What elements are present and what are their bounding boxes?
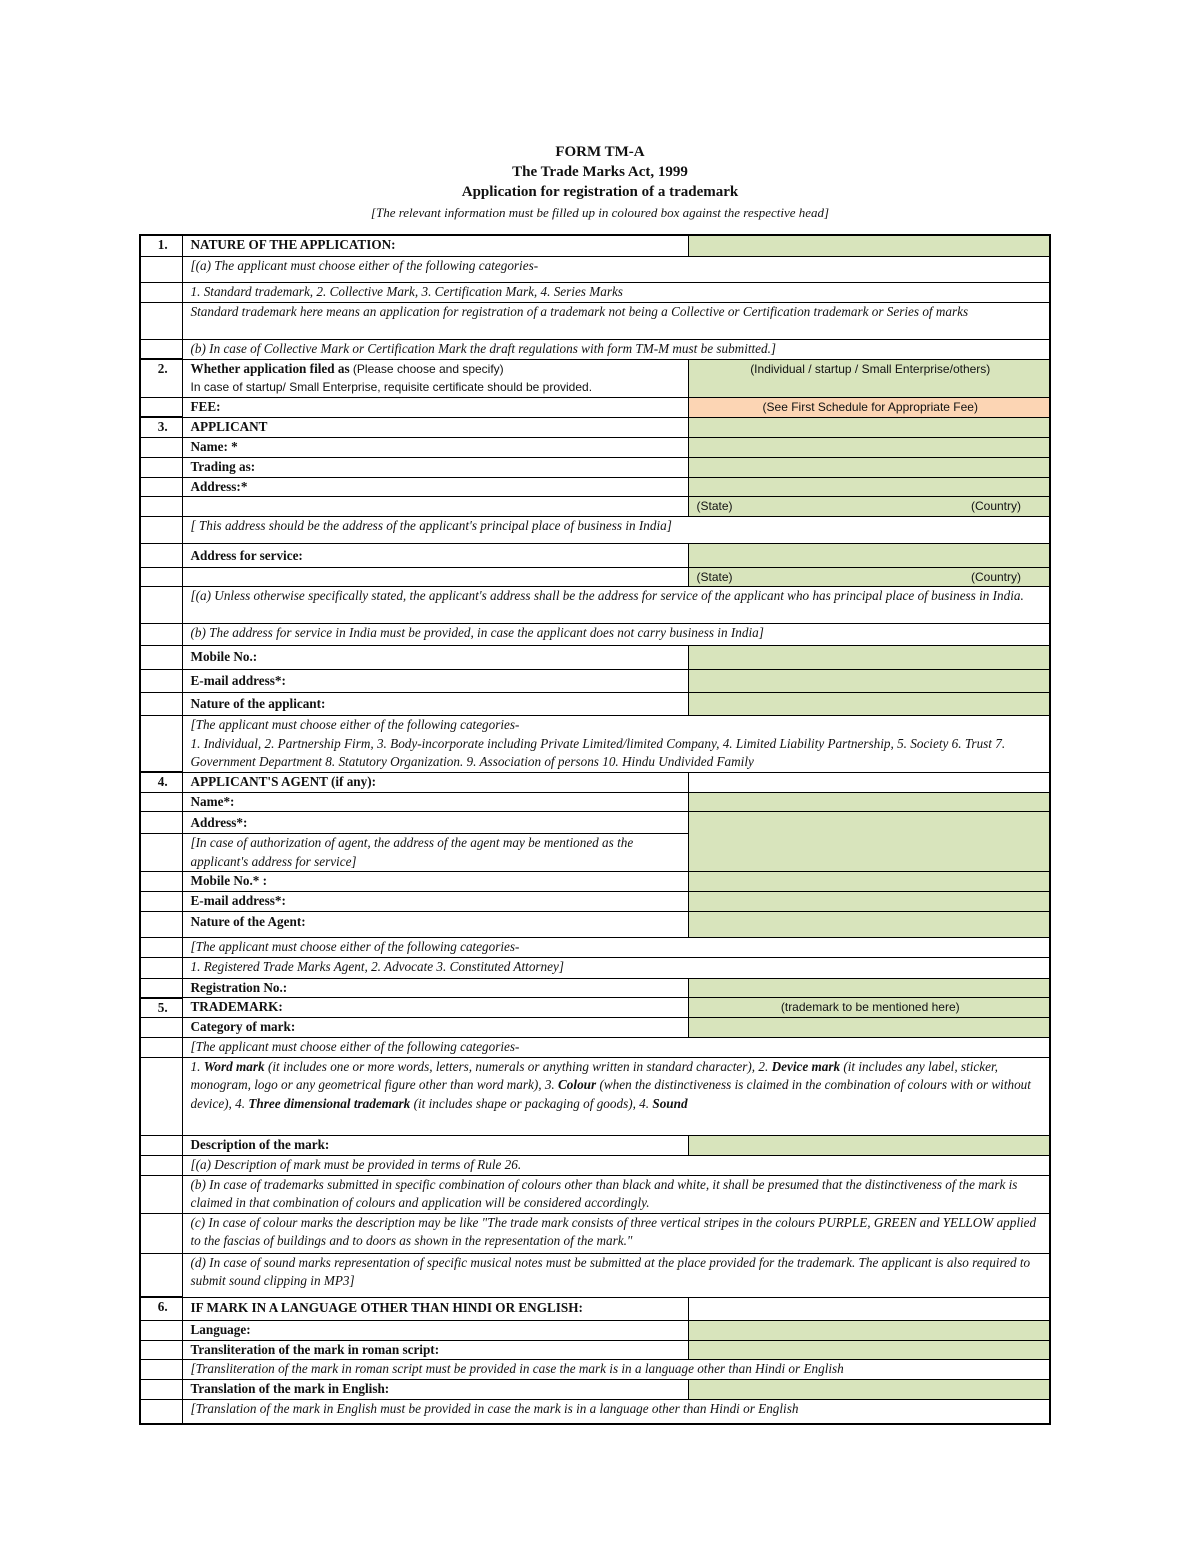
applicant-categories-list: 1. Individual, 2. Partnership Firm, 3. Body-incorporate including Private Limited/limited Company, 4. Limited Liability Partnership, 5. Society 6. Trust 7. Government Department 8. Statutory Organization. 9. Association of persons 10. Hindu Undivided Family (190, 735, 1006, 769)
application-filed-as-label (182, 359, 688, 397)
filed-as-text: Whether application filed as (190, 360, 350, 376)
applicant-name-field[interactable] (688, 437, 1050, 457)
nature-of-application-field[interactable] (688, 235, 1050, 256)
description-note-a: [(a) Description of mark must be provided in terms of Rule 26. (182, 1155, 1050, 1175)
agent-email-field[interactable] (688, 892, 1050, 912)
transliteration-note: [Transliteration of the mark in roman script must be provided in case the mark is in a language other than Hindi or English (182, 1360, 1050, 1380)
colour-term: Colour (558, 1077, 597, 1092)
trading-as-field[interactable] (688, 457, 1050, 477)
description-of-mark-label: Description of the mark: (182, 1135, 688, 1155)
registration-number-field[interactable] (688, 978, 1050, 998)
trademark-field[interactable]: (trademark to be mentioned here) (688, 998, 1050, 1018)
category-of-mark-field[interactable] (688, 1018, 1050, 1038)
address-for-service-label: Address for service: (182, 543, 688, 567)
language-field[interactable] (688, 1320, 1050, 1340)
form-header (0, 142, 1200, 223)
form-title: FORM TM-A (555, 144, 645, 160)
applicant-address-label: Address:* (182, 477, 688, 497)
section-number: 1. (140, 235, 182, 256)
applicant-state-country-field[interactable] (688, 497, 1050, 517)
principal-place-note: [ This address should be the address of the applicant's principal place of business in India] (182, 516, 1050, 543)
nature-note-a: [(a) The applicant must choose either of the following categories- (182, 256, 1050, 282)
translation-note: [Translation of the mark in English must be provided in case the mark is in a language other than Hindi or English (182, 1400, 1050, 1424)
standard-trademark-definition: Standard trademark here means an application for registration of a trademark not being a Collective or Certification trademark or Series of marks (182, 302, 1050, 339)
description-note-c: (c) In case of colour marks the description may be like "The trade mark consists of three vertical stripes in the colours PURPLE, GREEN and YELLOW applied to the fascias of buildings and to doors as shown in the representation of the mark." (182, 1213, 1050, 1253)
registration-number-label: Registration No.: (182, 978, 688, 998)
service-state-label: (State) (696, 569, 733, 584)
nature-of-applicant-label: Nature of the applicant: (182, 693, 688, 716)
translation-field[interactable] (688, 1380, 1050, 1400)
fee-label: FEE: (182, 397, 688, 417)
service-note-a: [(a) Unless otherwise specifically stated, the applicant's address shall be the address for service of the applicant who has principal place of business in India. (182, 587, 1050, 624)
fee-field[interactable]: (See First Schedule for Appropriate Fee) (688, 397, 1050, 417)
nature-note-b: (b) In case of Collective Mark or Certification Mark the draft regulations with form TM-M must be submitted.] (182, 339, 1050, 359)
agent-name-label: Name*: (182, 792, 688, 812)
applicant-field[interactable] (688, 417, 1050, 437)
word-mark-term: Word mark (203, 1058, 265, 1074)
applicant-address-blank (182, 497, 688, 517)
section-number: 4. (140, 772, 182, 792)
agent-mobile-label: Mobile No.* : (182, 872, 688, 892)
language-label: Language: (182, 1320, 688, 1340)
agent-categories-intro: [The applicant must choose either of the following categories- (182, 938, 1050, 958)
agent-title-blank (688, 772, 1050, 792)
nature-of-applicant-field[interactable] (688, 693, 1050, 716)
mark-categories-intro: [The applicant must choose either of the following categories- (182, 1037, 1050, 1057)
nature-of-agent-field[interactable] (688, 912, 1050, 938)
country-label: (Country) (970, 499, 1021, 513)
section-number: 6. (140, 1297, 182, 1320)
transliteration-field[interactable] (688, 1340, 1050, 1360)
filed-as-hint: (Please choose and specify) (352, 361, 504, 376)
applicant-email-field[interactable] (688, 670, 1050, 693)
address-for-service-field[interactable] (688, 543, 1050, 567)
applicant-categories-intro: [The applicant must choose either of the following categories- (190, 717, 520, 732)
agent-address-note: [In case of authorization of agent, the address of the agent may be mentioned as the applicant's address for service] (182, 834, 688, 872)
mark-types-list: 1. Word mark (it includes one or more words, letters, numerals or anything written in standard character), 2. Device mark (it includes any label, sticker, monogram, logo or any geometrical figure other than word mark), 3. Colour (when the distinctiveness is claimed in the combination of colours with or without device), 4. Three dimensional trademark (it includes shape or packaging of goods), 4. Sound (182, 1057, 1050, 1135)
description-note-b: (b) In case of trademarks submitted in specific combination of colours other than black and white, it shall be presumed that the distinctiveness of the mark is claimed in that combination of colours and application will be considered accordingly. (182, 1175, 1050, 1213)
agent-name-field[interactable] (688, 792, 1050, 812)
transliteration-label: Transliteration of the mark in roman script: (182, 1340, 688, 1360)
translation-label: Translation of the mark in English: (182, 1380, 688, 1400)
description-of-mark-field[interactable] (688, 1135, 1050, 1155)
trading-as-label: Trading as: (182, 457, 688, 477)
state-label: (State) (696, 499, 733, 513)
nature-of-agent-label: Nature of the Agent: (182, 912, 688, 938)
applicant-categories-note (182, 716, 1050, 773)
agent-categories-list: 1. Registered Trade Marks Agent, 2. Advocate 3. Constituted Attorney] (182, 957, 1050, 978)
service-note-b: (b) The address for service in India must be provided, in case the applicant does not carry business in India] (182, 624, 1050, 646)
application-form-table (139, 234, 1051, 1425)
applicant-email-label: E-mail address*: (182, 670, 688, 693)
applicant-address-field[interactable] (688, 477, 1050, 497)
applicant-mobile-field[interactable] (688, 646, 1050, 670)
description-note-d: (d) In case of sound marks representation of specific musical notes must be submitted at the place provided for the trademark. The applicant is also required to submit sound clipping in MP3] (182, 1253, 1050, 1297)
filed-as-field[interactable]: (Individual / startup / Small Enterprise/others) (688, 359, 1050, 397)
sound-term: Sound (652, 1095, 688, 1111)
agent-mobile-field[interactable] (688, 872, 1050, 892)
section-number: 2. (140, 359, 182, 397)
agent-address-label: Address*: (182, 812, 688, 834)
section-title-applicant: APPLICANT (182, 417, 688, 437)
applicant-name-label: Name: * (182, 437, 688, 457)
three-dimensional-term: Three dimensional trademark (248, 1095, 411, 1111)
act-title: The Trade Marks Act, 1999 (512, 164, 688, 180)
section-title-trademark: TRADEMARK: (182, 998, 688, 1018)
device-mark-term: Device mark (771, 1058, 841, 1074)
section-number: 3. (140, 417, 182, 437)
nature-categories: 1. Standard trademark, 2. Collective Mark, 3. Certification Mark, 4. Series Marks (182, 282, 1050, 302)
service-country-label: (Country) (970, 569, 1021, 584)
agent-address-field[interactable] (688, 812, 1050, 872)
section-title-nature: NATURE OF THE APPLICATION: (182, 235, 688, 256)
section-title-agent: APPLICANT'S AGENT (if any): (182, 772, 688, 792)
application-title: Application for registration of a trademark (461, 184, 739, 200)
section-number: 5. (140, 998, 182, 1018)
category-of-mark-label: Category of mark: (182, 1018, 688, 1038)
applicant-mobile-label: Mobile No.: (182, 646, 688, 670)
agent-email-label: E-mail address*: (182, 892, 688, 912)
language-title-blank (688, 1297, 1050, 1320)
service-address-blank (182, 567, 688, 587)
startup-certificate-note: In case of startup/ Small Enterprise, requisite certificate should be provided. (190, 380, 593, 394)
section-title-language: IF MARK IN A LANGUAGE OTHER THAN HINDI OR ENGLISH: (182, 1297, 688, 1320)
instruction-note: [The relevant information must be filled up in coloured box against the respective head] (370, 205, 830, 220)
service-state-country-field[interactable] (688, 567, 1050, 587)
